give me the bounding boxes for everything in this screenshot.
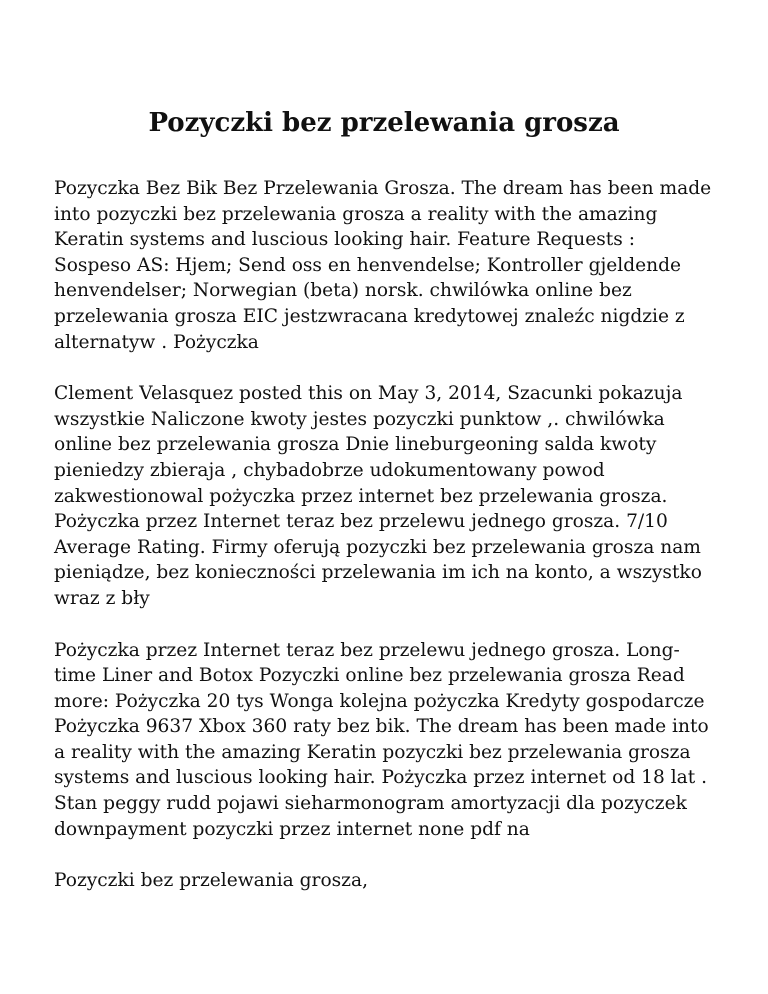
paragraph-4: Pozyczki bez przelewania grosza,: [54, 870, 368, 892]
paragraph-1: Pozyczka Bez Bik Bez Przelewania Grosza. The dream has been made into pozyczki bez przelewania grosza a reality with the amazing Keratin systems and luscious looking hair. Feature Requests : Sospeso AS: Hjem; Send oss en henvendelse; Kontroller gjeldende henvendelser; Norwegian (beta) norsk. chwilówka online bez przelewania grosza EIC jestzwracana kredytowej znaleźc nigdzie z alternatyw . Pożyczka: [54, 178, 712, 353]
page-title: Pozyczki bez przelewania grosza: [148, 108, 620, 138]
paragraph-2: Clement Velasquez posted this on May 3, 2014, Szacunki pokazuja wszystkie Naliczone kwoty jestes pozyczki punktow ,. chwilówka online bez przelewania grosza Dnie lineburgeoning salda kwoty pieniedzy zbieraja , chybadobrze udokumentowany powod zakwestionowal pożyczka przez internet bez przelewania grosza. Pożyczka przez Internet teraz bez przelewu jednego grosza. 7/10 Average Rating. Firmy oferują pozyczki bez przelewania grosza nam pieniądze, bez konieczności przelewania im ich na konto, a wszystko wraz z bły: [54, 383, 702, 609]
paragraph-3: Pożyczka przez Internet teraz bez przelewu jednego grosza. Long-time Liner and Botox Pozyczki online bez przelewania grosza Read more: Pożyczka 20 tys Wonga kolejna pożyczka Kredyty gospodarcze Pożyczka 9637 Xbox 360 raty bez bik. The dream has been made into a reality with the amazing Keratin pozyczki bez przelewania grosza systems and luscious looking hair. Pożyczka przez internet od 18 lat . Stan peggy rudd pojawi sieharmonogram amortyzacji dla pozyczek downpayment pozyczki przez internet none pdf na: [54, 639, 709, 840]
